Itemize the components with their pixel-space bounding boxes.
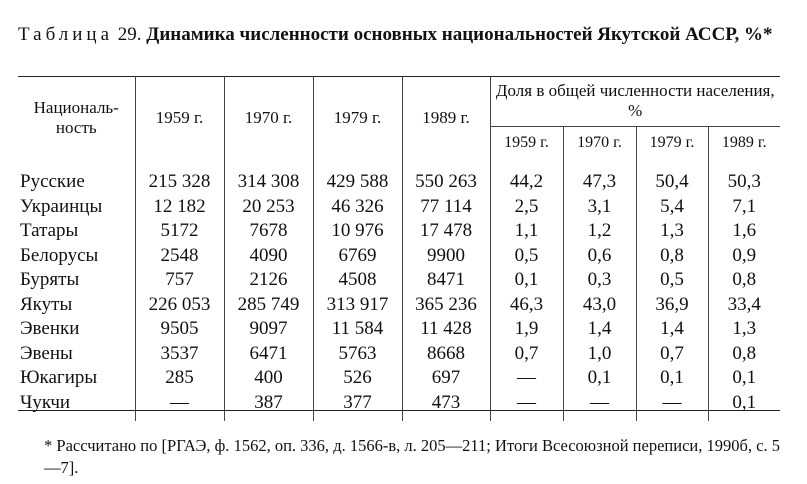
table-caption [18, 23, 780, 47]
share-cell: 0,6 [563, 244, 636, 269]
caption-label: Таблица [18, 24, 114, 45]
share-cell: — [563, 391, 636, 422]
population-cell: 9900 [402, 244, 490, 269]
share-year-header: 1979 г. [636, 127, 708, 160]
population-cell: 313 917 [313, 293, 402, 318]
share-header: Доля в общей численности населения, % [490, 76, 780, 127]
share-cell: 1,4 [636, 317, 708, 342]
population-cell: 6769 [313, 244, 402, 269]
share-cell: 0,3 [563, 268, 636, 293]
share-cell: 33,4 [708, 293, 780, 318]
population-cell: 7678 [224, 219, 313, 244]
population-cell: 77 114 [402, 195, 490, 220]
nationality-cell: Эвены [20, 342, 73, 364]
nationality-cell: Юкагиры [20, 367, 98, 388]
population-cell: 8668 [402, 342, 490, 367]
year-header: 1970 г. [224, 76, 313, 159]
share-cell: 1,0 [563, 342, 636, 367]
population-cell: 4508 [313, 268, 402, 293]
share-cell: 0,5 [490, 244, 563, 269]
share-cell: 1,2 [563, 219, 636, 244]
share-cell: 0,1 [563, 366, 636, 391]
share-cell: 0,1 [636, 366, 708, 391]
table-body [18, 159, 780, 421]
population-cell: 757 [135, 268, 224, 293]
bottom-rule [18, 410, 780, 411]
nationality-cell: Украинцы [20, 195, 103, 217]
population-cell: 215 328 [135, 159, 224, 195]
nationality-cell: Татары [20, 220, 79, 241]
year-header: 1989 г. [402, 76, 490, 159]
share-cell: 1,9 [490, 317, 563, 342]
population-cell: 226 053 [135, 293, 224, 318]
population-cell: 5172 [135, 219, 224, 244]
population-cell: 11 584 [313, 317, 402, 342]
caption-title: Динамика численности основных национальностей Якутской АССР, %* [146, 24, 773, 45]
nationality-cell: Эвенки [20, 318, 80, 339]
table-row [18, 244, 780, 269]
population-cell: 550 263 [402, 159, 490, 195]
table-row [18, 342, 780, 367]
population-cell: 365 236 [402, 293, 490, 318]
share-cell: 46,3 [490, 293, 563, 318]
share-cell: 1,1 [490, 219, 563, 244]
share-cell: 7,1 [708, 195, 780, 220]
share-cell: 0,7 [490, 342, 563, 367]
population-cell: 10 976 [313, 219, 402, 244]
table-row [18, 391, 780, 422]
population-cell: 377 [313, 391, 402, 422]
nationality-cell: Чукчи [20, 391, 71, 413]
population-cell: 387 [224, 391, 313, 422]
share-cell: 1,3 [708, 317, 780, 342]
share-cell: 3,1 [563, 195, 636, 220]
share-year-header: 1989 г. [708, 127, 780, 160]
population-cell: 4090 [224, 244, 313, 269]
population-cell: 20 253 [224, 195, 313, 220]
nationality-header: Националь-ность [33, 97, 119, 137]
share-cell: 0,1 [490, 268, 563, 293]
population-cell: 473 [402, 391, 490, 422]
population-cell: 285 749 [224, 293, 313, 318]
share-cell: — [490, 366, 563, 391]
table-row [18, 268, 780, 293]
population-cell: 2126 [224, 268, 313, 293]
population-cell: 400 [224, 366, 313, 391]
population-cell: 17 478 [402, 219, 490, 244]
footnote-text: * Рассчитано по [РГАЭ, ф. 1562, оп. 336, д. 1566-в, л. 205—211; Итоги Всесоюзной переписи, 1990б, с. 5—7]. [44, 436, 780, 477]
table-row [18, 219, 780, 244]
population-cell: 9097 [224, 317, 313, 342]
share-cell: 44,2 [490, 159, 563, 195]
share-year-header: 1959 г. [490, 127, 563, 160]
share-cell: — [636, 391, 708, 422]
share-cell: 0,9 [708, 244, 780, 269]
population-cell: 429 588 [313, 159, 402, 195]
share-cell: 1,6 [708, 219, 780, 244]
share-cell: 36,9 [636, 293, 708, 318]
share-cell: 5,4 [636, 195, 708, 220]
population-cell: 6471 [224, 342, 313, 367]
share-cell: 1,3 [636, 219, 708, 244]
nationality-cell: Буряты [20, 269, 80, 290]
share-cell: 0,8 [636, 244, 708, 269]
population-cell: 285 [135, 366, 224, 391]
population-cell: 9505 [135, 317, 224, 342]
table-row [18, 317, 780, 342]
population-cell: 11 428 [402, 317, 490, 342]
year-header: 1959 г. [135, 76, 224, 159]
share-cell: 1,4 [563, 317, 636, 342]
population-cell: 12 182 [135, 195, 224, 220]
table-row [18, 159, 780, 195]
footnote [18, 435, 780, 479]
population-cell: 526 [313, 366, 402, 391]
nationality-cell: Белорусы [20, 244, 99, 266]
share-cell: 0,8 [708, 268, 780, 293]
share-cell: 50,4 [636, 159, 708, 195]
share-cell: 43,0 [563, 293, 636, 318]
table-row [18, 195, 780, 220]
population-cell: 2548 [135, 244, 224, 269]
share-cell: 0,5 [636, 268, 708, 293]
population-cell: 697 [402, 366, 490, 391]
table-row [18, 293, 780, 318]
population-cell: 314 308 [224, 159, 313, 195]
population-cell: 5763 [313, 342, 402, 367]
population-cell: 3537 [135, 342, 224, 367]
population-table [18, 76, 780, 421]
year-header: 1979 г. [313, 76, 402, 159]
table-row [18, 366, 780, 391]
share-cell: 0,8 [708, 342, 780, 367]
nationality-cell: Русские [20, 171, 85, 192]
population-cell: 46 326 [313, 195, 402, 220]
population-cell: 8471 [402, 268, 490, 293]
share-cell: — [490, 391, 563, 422]
caption-number: 29. [117, 24, 142, 45]
share-cell: 0,1 [708, 391, 780, 422]
share-cell: 2,5 [490, 195, 563, 220]
nationality-cell: Якуты [20, 293, 73, 315]
share-cell: 50,3 [708, 159, 780, 195]
share-year-header: 1970 г. [563, 127, 636, 160]
share-cell: 47,3 [563, 159, 636, 195]
share-cell: 0,7 [636, 342, 708, 367]
share-cell: 0,1 [708, 366, 780, 391]
population-cell: — [135, 391, 224, 422]
